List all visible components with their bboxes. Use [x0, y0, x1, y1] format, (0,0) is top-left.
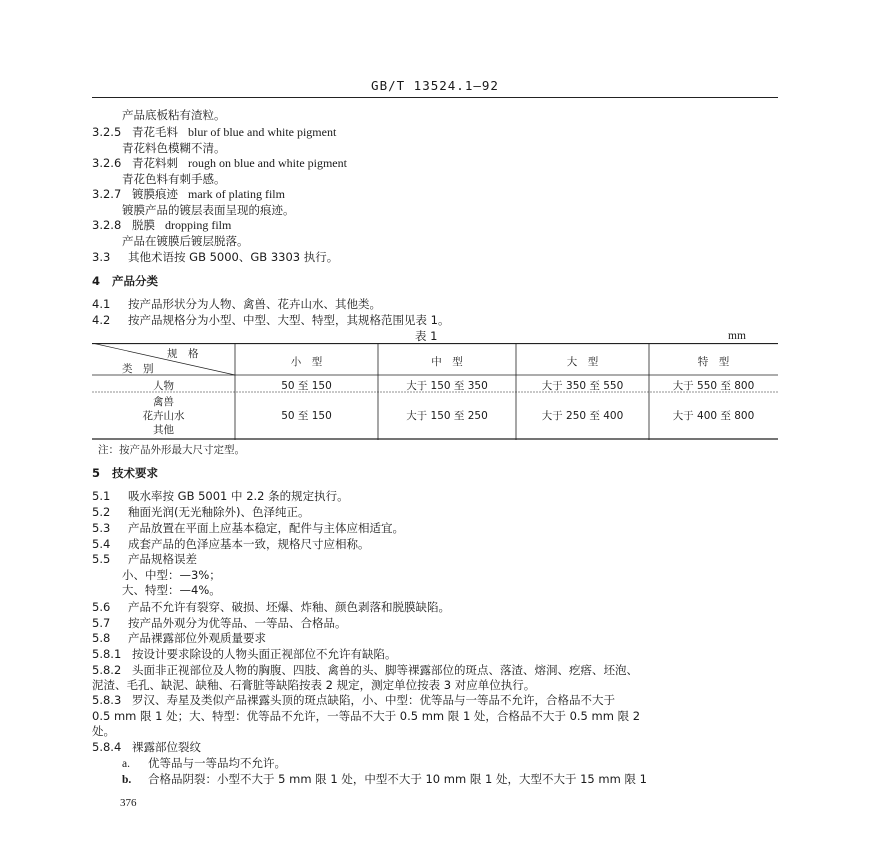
clause-text: 釉面光润(无光釉除外)、色泽纯正。	[128, 505, 310, 519]
page-number: 376	[120, 797, 137, 809]
table-unit: mm	[728, 330, 746, 342]
clause-text: 罗汉、寿星及类似产品裸露头顶的斑点缺陷，小、中型：优等品与一等品不允许，合格品不大于	[132, 693, 615, 707]
section-4-heading	[92, 274, 158, 288]
clause-number: 4.1	[92, 297, 111, 311]
size-table	[92, 343, 778, 440]
clause-5-8-1	[92, 647, 397, 661]
clause-text: 按产品规格分为小型、中型、大型、特型，其规格范围见表 1。	[128, 313, 450, 327]
clause-number: 3.2.5	[92, 125, 122, 139]
clause-text: 泥渣、毛孔、缺泥、缺釉、石膏脏等缺陷按表 2 规定，测定单位按表 3 对应单位执行。	[92, 678, 536, 692]
list-label: b.	[122, 774, 132, 786]
clause-3-2-7	[92, 187, 285, 201]
table-cell: 大于 400 至 800	[672, 410, 755, 422]
section-number: 5	[92, 466, 101, 480]
clause-number: 5.4	[92, 537, 111, 551]
clause-number: 3.2.6	[92, 156, 122, 170]
clause-3-2-6	[92, 156, 347, 170]
row-category: 禽兽	[153, 396, 174, 408]
list-item	[122, 772, 647, 787]
clause-text: 青花料色模糊不清。	[122, 141, 226, 155]
clause-number: 5.3	[92, 521, 111, 535]
clause-text: 按设计要求除设的人物头面正视部位不允许有缺陷。	[132, 647, 397, 661]
clause-text: 小、中型：—3%；	[122, 568, 221, 582]
clause-text: 其他术语按 GB 5000、GB 3303 执行。	[128, 250, 339, 264]
clause-number: 5.5	[92, 552, 111, 566]
table-note: 注：按产品外形最大尺寸定型。	[98, 444, 245, 456]
clause-3-2-8	[92, 218, 231, 232]
clause-5-1	[92, 489, 349, 503]
clause-english: mark of plating film	[188, 187, 285, 201]
clause-title: 青花毛料	[132, 125, 178, 139]
clause-number: 5.1	[92, 489, 111, 503]
row-category: 人物	[153, 380, 174, 392]
row-category: 其他	[153, 424, 174, 436]
header-rule	[92, 97, 778, 98]
clause-text: 成套产品的色泽应基本一致，规格尺寸应相称。	[128, 537, 370, 551]
clause-5-5	[92, 552, 197, 566]
clause-title: 脱膜	[132, 218, 155, 232]
clause-5-2	[92, 505, 309, 519]
clause-number: 5.7	[92, 616, 111, 630]
clause-text: 裸露部位裂纹	[132, 740, 201, 754]
table-caption: 表 1	[415, 329, 438, 343]
clause-5-4	[92, 537, 370, 551]
header-small: 小 型	[290, 356, 323, 368]
clause-5-3	[92, 521, 404, 535]
clause-number: 5.8.2	[92, 663, 122, 677]
table-cell: 大于 350 至 550	[541, 380, 624, 392]
clause-text: 吸水率按 GB 5001 中 2.2 条的规定执行。	[128, 489, 349, 503]
clause-5-8	[92, 631, 266, 645]
clause-5-8-2	[92, 663, 638, 677]
list-text: 合格品阴裂：小型不大于 5 mm 限 1 处，中型不大于 10 mm 限 1 处，大型不大于 15 mm 限 1	[148, 772, 647, 786]
table-cell: 50 至 150	[281, 380, 332, 392]
header-special: 特 型	[697, 356, 730, 368]
table-cell: 大于 150 至 250	[406, 410, 488, 422]
clause-text: 产品在镀膜后镀层脱落。	[122, 234, 249, 248]
section-title: 技术要求	[112, 466, 158, 480]
header-large: 大 型	[566, 356, 599, 368]
table-cell: 大于 150 至 350	[406, 380, 488, 392]
clause-text: 按产品形状分为人物、禽兽、花卉山水、其他类。	[128, 297, 381, 311]
clause-text: 头面非正视部位及人物的胸腹、四肢、禽兽的头、脚等裸露部位的斑点、落渣、熔洞、疙瘩、坯泡、	[132, 663, 638, 677]
clause-number: 4.2	[92, 313, 111, 327]
table-cell: 大于 250 至 400	[541, 410, 624, 422]
clause-text: 处。	[92, 724, 115, 738]
clause-title: 青花料刺	[132, 156, 178, 170]
clause-text: 产品不允许有裂穿、破损、坯爆、炸釉、颜色剥落和脱膜缺陷。	[128, 600, 450, 614]
clause-5-8-4	[92, 740, 201, 754]
clause-5-8-3	[92, 693, 615, 707]
clause-text: 按产品外观分为优等品、一等品、合格品。	[128, 616, 347, 630]
clause-3-3	[92, 250, 338, 264]
clause-4-1	[92, 297, 381, 311]
corner-label-bottom: 类 别	[122, 363, 154, 375]
clause-3-2-5	[92, 125, 336, 139]
row-category: 花卉山水	[142, 410, 185, 422]
section-title: 产品分类	[112, 274, 158, 288]
clause-number: 3.3	[92, 250, 111, 264]
text-line: 产品底板粘有渣粒。	[122, 108, 226, 122]
clause-english: blur of blue and white pigment	[188, 125, 337, 139]
clause-number: 5.8.3	[92, 693, 122, 707]
clause-text: 产品放置在平面上应基本稳定，配件与主体应相适宜。	[128, 521, 404, 535]
clause-title: 镀膜痕迹	[132, 187, 178, 201]
clause-5-6	[92, 600, 450, 614]
clause-number: 5.8	[92, 631, 111, 645]
clause-text: 0.5 mm 限 1 处；大、特型：优等品不允许，一等品不大于 0.5 mm 限 1 处，合格品不大于 0.5 mm 限 2	[92, 709, 641, 723]
list-text: 优等品与一等品均不允许。	[148, 756, 286, 770]
corner-label-top: 规 格	[167, 348, 199, 360]
clause-5-7	[92, 616, 347, 630]
clause-number: 5.6	[92, 600, 111, 614]
clause-4-2	[92, 313, 449, 327]
clause-english: dropping film	[165, 218, 232, 232]
clause-text: 青花色料有刺手感。	[122, 172, 226, 186]
table-cell: 大于 550 至 800	[672, 380, 755, 392]
clause-text: 产品规格误差	[128, 552, 197, 566]
clause-number: 5.2	[92, 505, 111, 519]
page-header: GB/T 13524.1—92	[371, 78, 499, 93]
header-medium: 中 型	[431, 356, 463, 368]
clause-text: 大、特型：—4%。	[122, 583, 221, 597]
clause-number: 5.8.1	[92, 647, 122, 661]
section-number: 4	[92, 274, 101, 288]
section-5-heading	[92, 466, 158, 480]
clause-number: 3.2.7	[92, 187, 122, 201]
clause-number: 5.8.4	[92, 740, 122, 754]
clause-text: 产品裸露部位外观质量要求	[128, 631, 266, 645]
clause-text: 镀膜产品的镀层表面呈现的痕迹。	[122, 203, 295, 217]
clause-english: rough on blue and white pigment	[188, 156, 347, 170]
list-item	[122, 756, 286, 771]
table-cell: 50 至 150	[281, 410, 332, 422]
clause-number: 3.2.8	[92, 218, 122, 232]
list-label: a.	[122, 758, 130, 770]
